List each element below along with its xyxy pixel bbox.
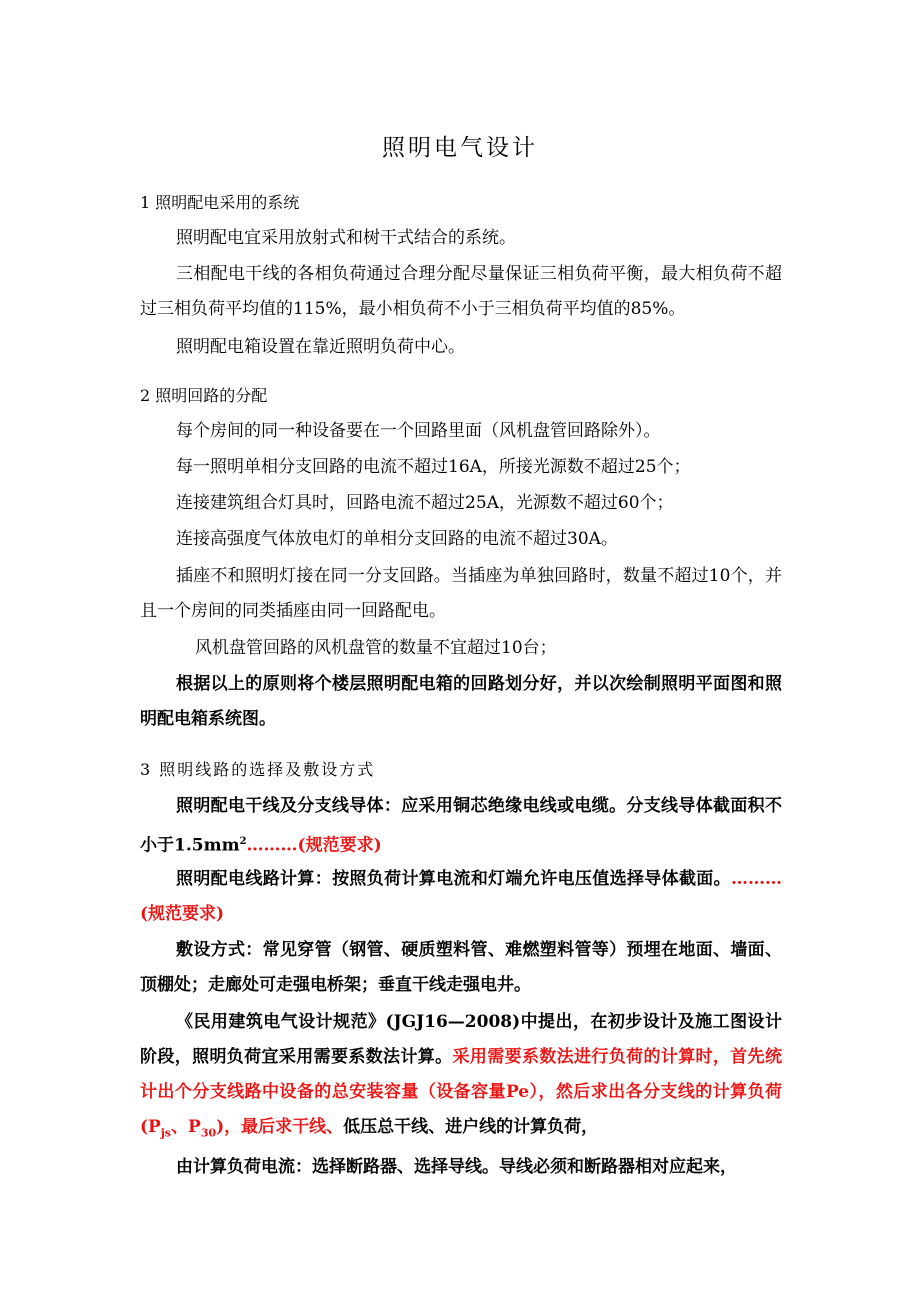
section-3-paragraph-2: [140, 862, 782, 932]
section-2-paragraph-1: 每个房间的同一种设备要在一个回路里面（风机盘管回路除外）。: [176, 421, 661, 441]
spec-note: ………(规范要求): [246, 835, 382, 856]
section-3-paragraph-1: [140, 789, 782, 864]
section-1-paragraph-3: 照明配电箱设置在靠近照明负荷中心。: [176, 337, 465, 357]
spec-note: ………(规范要求): [140, 869, 782, 924]
section-1-paragraph-2: 三相配电干线的各相负荷通过合理分配尽量保证三相负荷平衡，最大相负荷不超过三相负荷平均值的115%，最小相负荷不小于三相负荷平均值的85%。: [140, 264, 782, 319]
section-2-paragraph-3: 连接建筑组合灯具时，回路电流不超过25A，光源数不超过60个；: [176, 493, 674, 513]
section-3-paragraph-5: 由计算负荷电流：选择断路器、选择导线。导线必须和断路器相对应起来，: [176, 1157, 737, 1177]
min-section-value: 1.5mm: [174, 835, 240, 856]
demand-factor-tail: )，最后求干线、: [216, 1117, 344, 1137]
section-1-paragraph-1: 照明配电宜采用放射式和树干式结合的系统。: [176, 228, 516, 248]
section-2-paragraph-5: 插座不和照明灯接在同一分支回路。当插座为单独回路时，数量不超过10个，并且一个房间的同类插座由同一回路配电。: [140, 566, 782, 621]
section-3-paragraph-4: [140, 1005, 782, 1150]
main-line-text: 低压总干线、进户线的计算负荷，: [343, 1117, 599, 1137]
section-2-paragraph-6: 风机盘管回路的风机盘管的数量不宜超过10台；: [195, 638, 557, 658]
section-2-paragraph-7: 根据以上的原则将个楼层照明配电箱的回路划分好，并以次绘制照明平面图和照明配电箱系统图。: [140, 674, 782, 729]
subscript-30: 30: [200, 1126, 217, 1140]
conductor-requirement-text: 照明配电干线及分支线导体：应采用铜芯绝缘电线或电缆。分支线导体截面积不小于: [140, 796, 782, 856]
line-calculation-text: 照明配电线路计算：按照负荷计算电流和灯端允许电压值选择导体截面。: [176, 869, 731, 889]
section-1-heading: 1 照明配电采用的系统: [140, 193, 300, 212]
code-reference-text: 《民用建筑电气设计规范》(JGJ16—2008)中提出，在初步设计及施工图设计阶段，照明负荷宜采用需要系数法计算。: [140, 1012, 782, 1067]
page-title: 照明电气设计: [382, 135, 538, 161]
subscript-js: js: [160, 1126, 172, 1140]
section-3-heading: 3 照明线路的选择及敷设方式: [140, 760, 376, 779]
section-2-paragraph-4: 连接高强度气体放电灯的单相分支回路的电流不超过30A。: [176, 529, 618, 549]
min-section-unit-exponent: 2: [239, 836, 247, 847]
demand-factor-method-text: 采用需要系数法进行负荷的计算时，首先统计出个分支线路中设备的总安装容量（设备容量Pe），然后求出各分支线的计算负荷(P: [140, 1047, 782, 1137]
demand-factor-separator: 、P: [171, 1117, 201, 1137]
section-2-heading: 2 照明回路的分配: [140, 386, 268, 405]
section-2-paragraph-2: 每一照明单相分支回路的电流不超过16A，所接光源数不超过25个；: [176, 457, 691, 477]
section-3-paragraph-3: 敷设方式：常见穿管（钢管、硬质塑料管、难燃塑料管等）预埋在地面、墙面、顶棚处；走廊处可走强电桥架；垂直干线走强电井。: [140, 940, 782, 995]
